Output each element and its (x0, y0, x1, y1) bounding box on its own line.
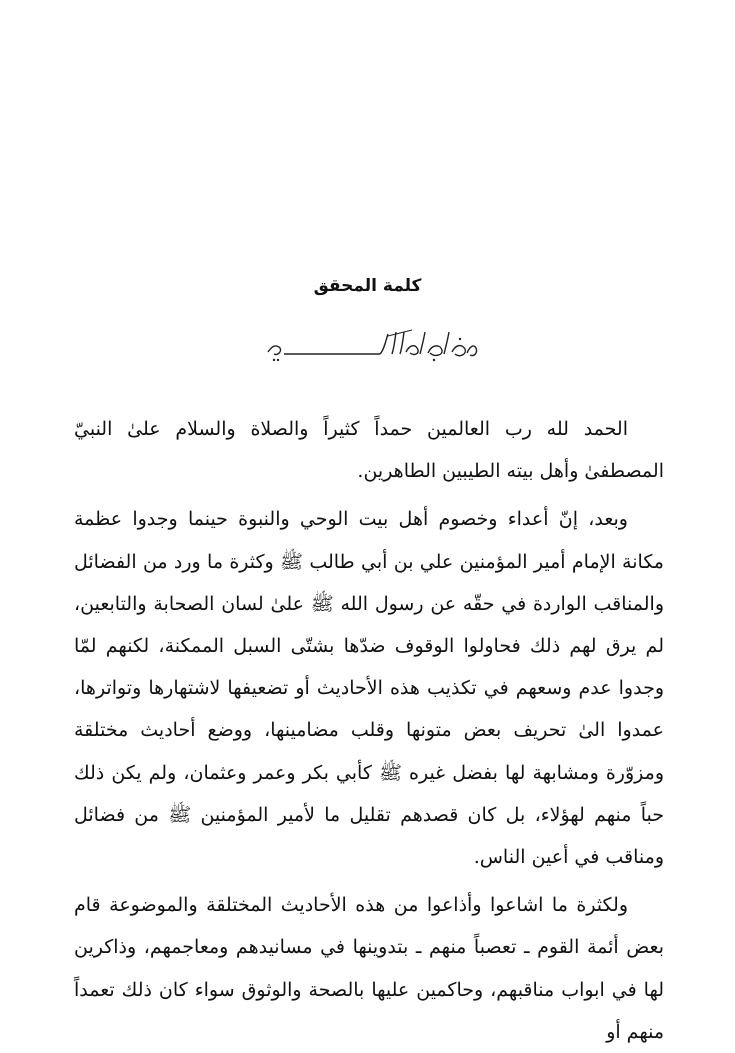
paragraph-transmission: ولكثرة ما اشاعوا وأذاعوا من هذه الأحاديث المختلقة والموضوعة قام بعض أئمة القوم ـ تعصباً منهم ـ بتدوينها في مسانيدهم ومعاجمهم، وذاكرين لها في ابواب مناقبهم، وحاكمين عليها بالصحة والوثوق سواء كان ذلك تعمداً منهم أو (74, 894, 664, 1043)
basmala-calligraphy (262, 326, 482, 366)
body-text (74, 408, 664, 1053)
paragraph-praise: الحمد لله رب العالمين حمداً كثيراً والصلاة والسلام علىٰ النبيّ المصطفىٰ وأهل بيته الطيبين الطاهرين. (74, 418, 664, 483)
paragraph-introduction: وبعد، إنّ أعداء وخصوم أهل بيت الوحي والنبوة حينما وجدوا عظمة مكانة الإمام أمير المؤمنين علي بن أبي طالب ﷺ وكثرة ما ورد من الفضائل والمناقب الواردة في حقّه عن رسول الله ﷺ علىٰ لسان الصحابة والتابعين، لم يرق لهم ذلك فحاولوا الوقوف ضدّها بشتّى السبل الممكنة، لكنهم لمّا وجدوا عدم وسعهم في تكذيب هذه الأحاديث أو تضعيفها لاشتهارها وتواترها، عمدوا الىٰ تحريف بعض متونها وقلب مضامينها، ووضع أحاديث مختلقة ومزوّرة ومشابهة لها بفضل غيره ﷺ كأبي بكر وعمر وعثمان، ولم يكن ذلك حباً منهم لهؤلاء، بل كان قصدهم تقليل ما لأمير المؤمنين ﷺ من فضائل ومناقب في أعين الناس. (74, 508, 664, 869)
page-title: كلمة المحقق (313, 276, 422, 296)
